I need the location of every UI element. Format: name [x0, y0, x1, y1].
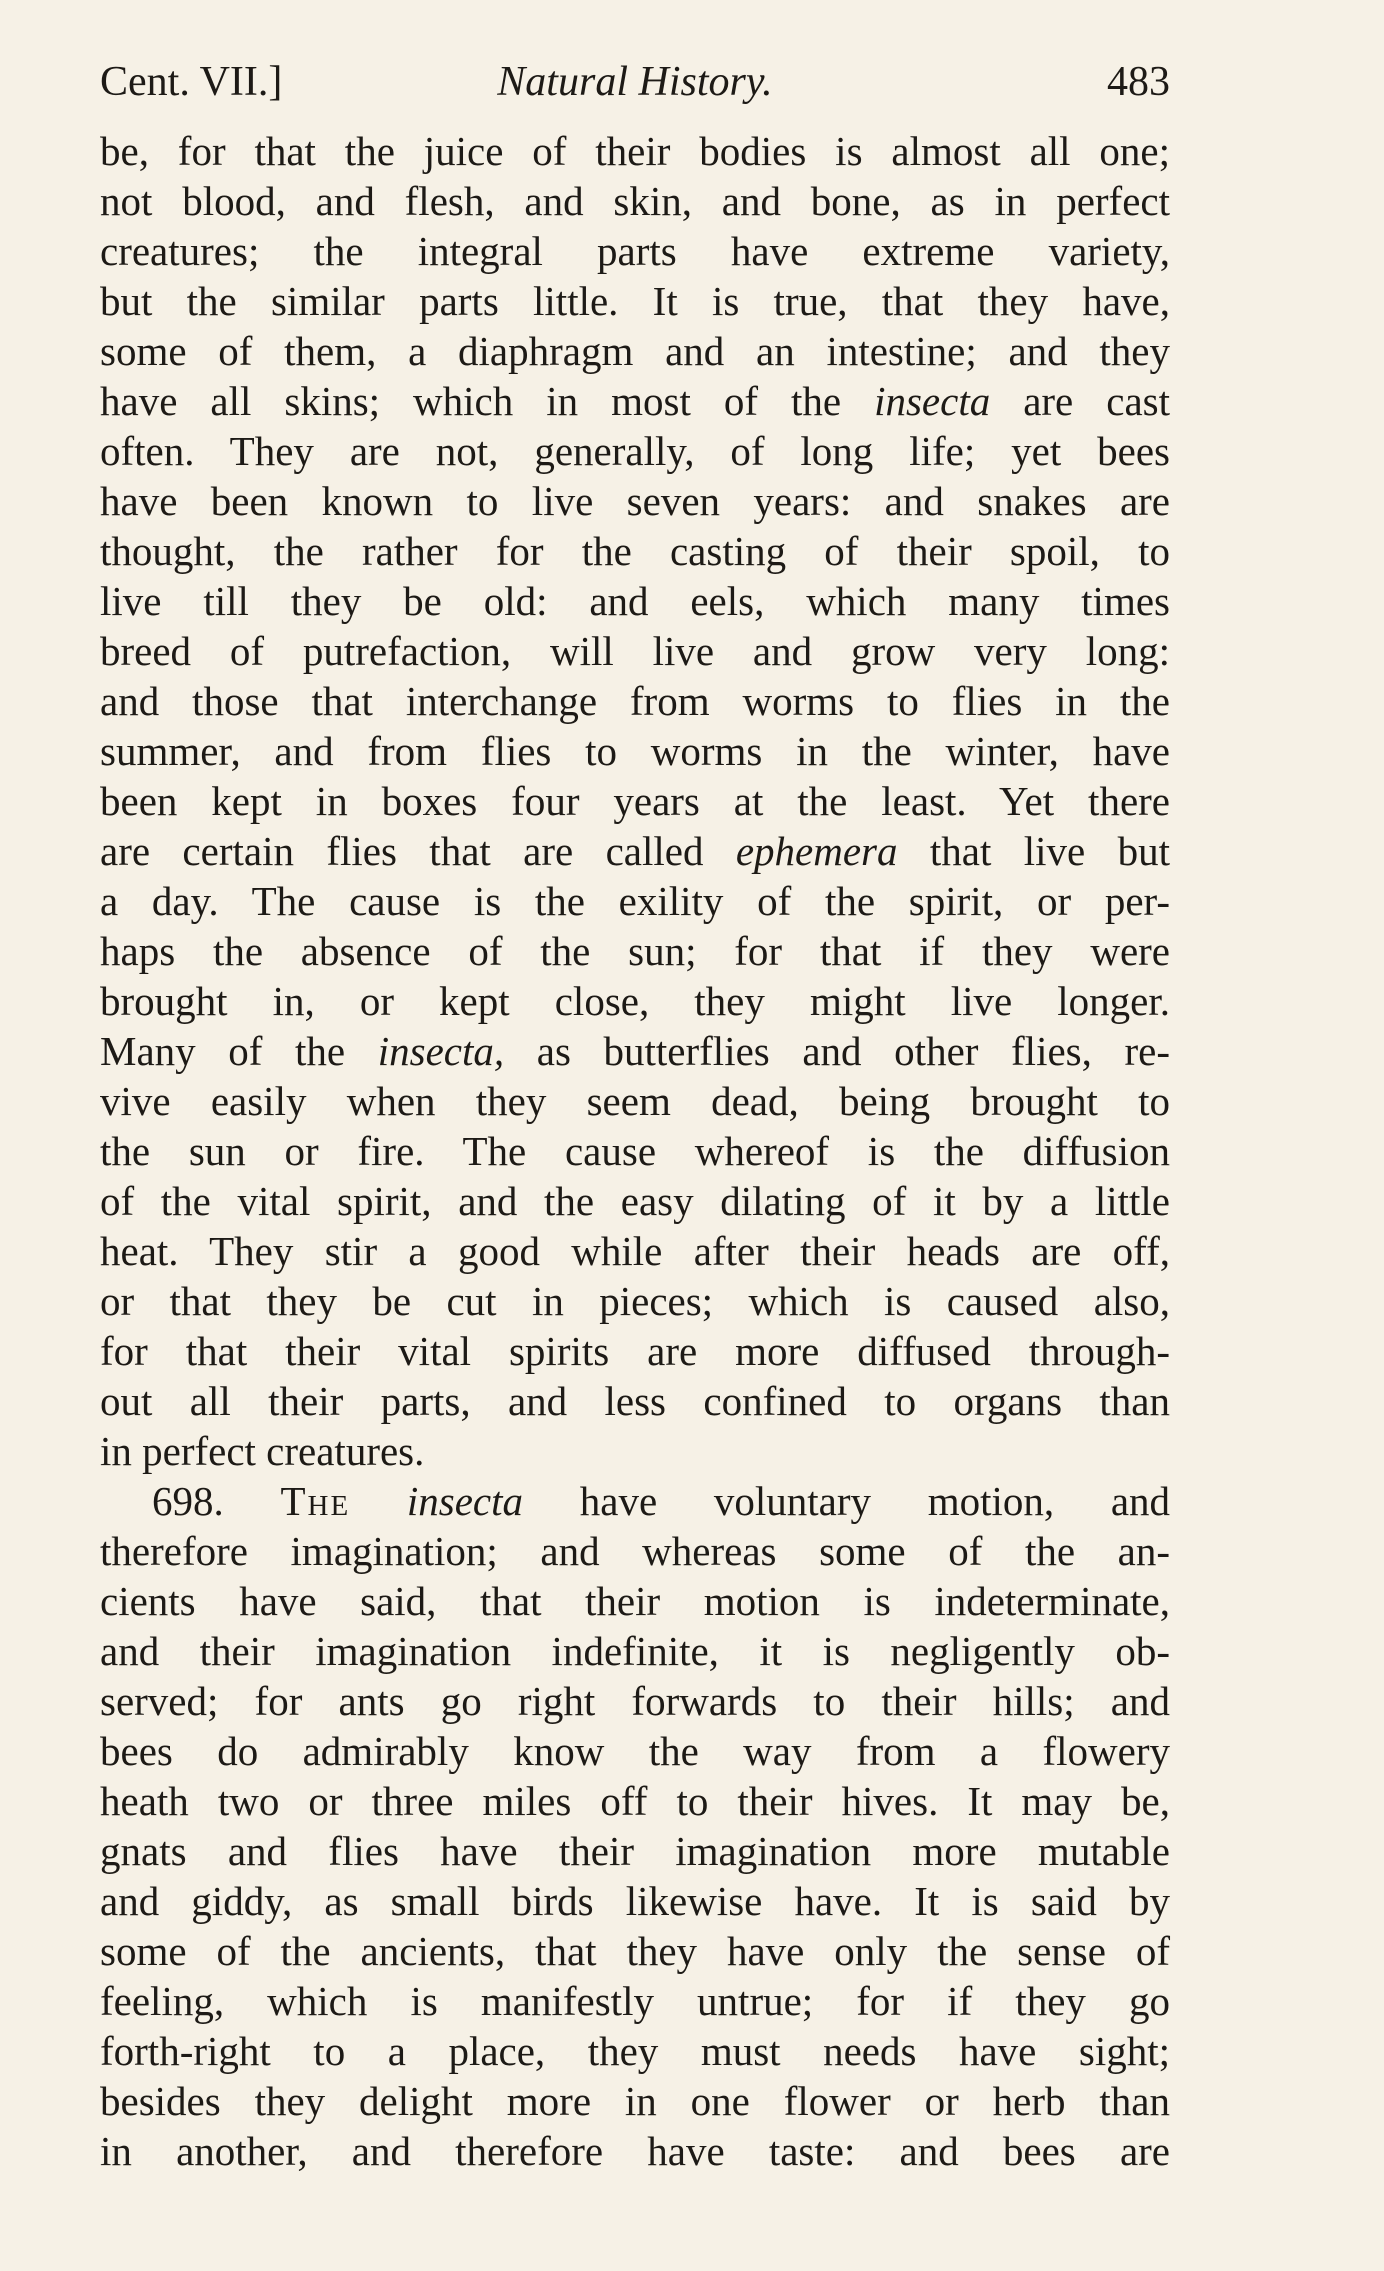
paragraph-number: 698.: [152, 1478, 224, 1524]
page-title: Natural History.: [497, 59, 773, 105]
text-line: besides they delight more in one flower or herb than: [100, 2078, 1170, 2124]
text-line: therefore imagination; and whereas some of the an-: [100, 1528, 1170, 1574]
italic-term: ephemera: [735, 828, 898, 874]
running-header: [100, 52, 1170, 112]
text-line: been kept in boxes four years at the least. Yet there: [100, 778, 1170, 824]
text-line: breed of putrefaction, will live and grow very long:: [100, 628, 1170, 674]
text-line: some of them, a diaphragm and an intestine; and they: [100, 328, 1170, 374]
text-line: for that their vital spirits are more diffused through-: [100, 1328, 1170, 1374]
text-line: and their imagination indefinite, it is negligently ob-: [100, 1628, 1170, 1674]
text-line: heath two or three miles off to their hives. It may be,: [100, 1778, 1170, 1824]
text-line: vive easily when they seem dead, being brought to: [100, 1078, 1170, 1124]
text-line: the sun or fire. The cause whereof is the diffusion: [100, 1128, 1170, 1174]
text-line: and giddy, as small birds likewise have. It is said by: [100, 1878, 1170, 1924]
section-label: Cent. VII.]: [100, 59, 283, 105]
text-line: are certain flies that are called ephemera that live but: [100, 828, 1170, 874]
text-line: be, for that the juice of their bodies is almost all one;: [100, 128, 1170, 174]
text-line: out all their parts, and less confined to organs than: [100, 1378, 1170, 1424]
text-line: have all skins; which in most of the insecta are cast: [100, 378, 1170, 424]
italic-term: insecta: [406, 1478, 524, 1524]
text-line: cients have said, that their motion is indeterminate,: [100, 1578, 1170, 1624]
paragraph-698-start: 698. The insecta have voluntary motion, and: [152, 1478, 1171, 1524]
text-line: thought, the rather for the casting of their spoil, to: [100, 528, 1170, 574]
text-line: have been known to live seven years: and snakes are: [100, 478, 1170, 524]
text-line: but the similar parts little. It is true, that they have,: [100, 278, 1170, 324]
text-line: Many of the insecta, as butterflies and other flies, re-: [100, 1028, 1170, 1074]
text-line: a day. The cause is the exility of the spirit, or per-: [100, 878, 1170, 924]
text-line: or that they be cut in pieces; which is caused also,: [100, 1278, 1170, 1324]
text-line: and those that interchange from worms to flies in the: [100, 678, 1170, 724]
text-line: summer, and from flies to worms in the winter, have: [100, 728, 1170, 774]
text-line: bees do admirably know the way from a flowery: [100, 1728, 1170, 1774]
text-line: served; for ants go right forwards to their hills; and: [100, 1678, 1170, 1724]
text-line: of the vital spirit, and the easy dilating of it by a little: [100, 1178, 1170, 1224]
text-line: some of the ancients, that they have only the sense of: [100, 1928, 1170, 1974]
text-line: not blood, and flesh, and skin, and bone, as in perfect: [100, 178, 1170, 224]
text-line: creatures; the integral parts have extreme variety,: [100, 228, 1170, 274]
text-line: live till they be old: and eels, which many times: [100, 578, 1170, 624]
text-line: in another, and therefore have taste: and bees are: [100, 2128, 1170, 2174]
italic-term: insecta,: [377, 1028, 505, 1074]
text-line: gnats and flies have their imagination more mutable: [100, 1828, 1170, 1874]
text-line: haps the absence of the sun; for that if they were: [100, 928, 1170, 974]
text-line: often. They are not, generally, of long life; yet bees: [100, 428, 1170, 474]
body-text: [100, 126, 1170, 2176]
page-number: 483: [1107, 59, 1170, 105]
text-line: in perfect creatures.: [100, 1428, 425, 1474]
text-line: heat. They stir a good while after their heads are off,: [100, 1228, 1170, 1274]
italic-term: insecta: [874, 378, 991, 424]
lead-word: The: [280, 1478, 351, 1524]
text-line: feeling, which is manifestly untrue; for if they go: [100, 1978, 1170, 2024]
text-line: brought in, or kept close, they might live longer.: [100, 978, 1170, 1024]
text-line: forth-right to a place, they must needs have sight;: [100, 2028, 1170, 2074]
